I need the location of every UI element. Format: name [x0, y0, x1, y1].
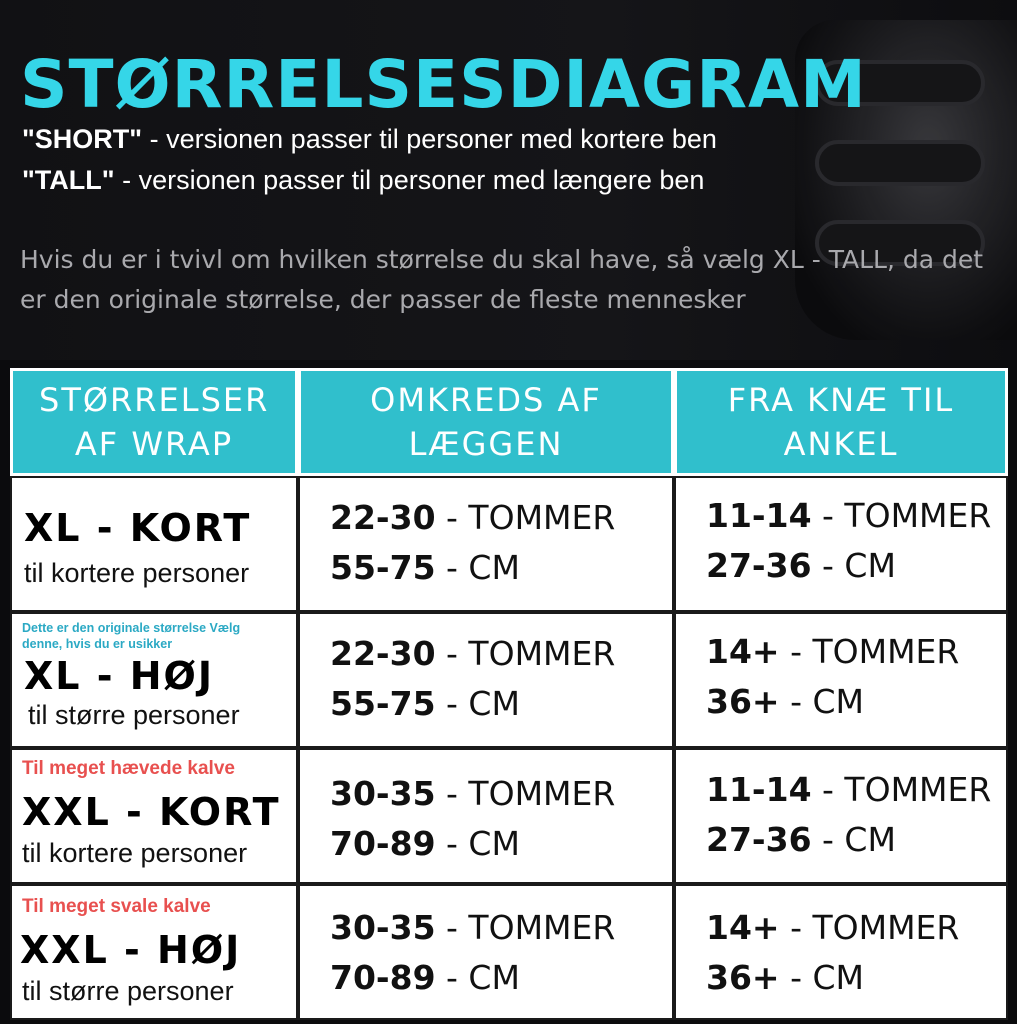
calf-inches [330, 634, 615, 673]
size-label: XL - KORT [24, 506, 252, 550]
intro-text: - versionen passer til personer med kortere ben [142, 124, 717, 154]
knee-inches [706, 496, 991, 535]
intro-key: "SHORT" [22, 124, 143, 154]
calf-cm [330, 958, 520, 997]
header-size [10, 368, 298, 476]
size-tag: Dette er den originale størrelse Vælg denne, hvis du er usikker [22, 621, 241, 651]
measure-value: 36+ [706, 958, 780, 997]
header-label: STØRRELSER AF WRAP [39, 381, 270, 463]
measure-unit: - TOMMER [811, 496, 992, 535]
measure-value: 22-30 [330, 498, 436, 537]
size-cell [10, 612, 298, 748]
calf-cm [330, 684, 520, 723]
size-description: til kortere personer [22, 838, 248, 868]
measure-value: 22-30 [330, 634, 436, 673]
measure-value: 36+ [706, 682, 780, 721]
size-label: XL - HØJ [24, 654, 214, 698]
page-title: STØRRELSESDIAGRAM [20, 46, 867, 123]
knee-cell [674, 476, 1008, 612]
knee-cell [674, 612, 1008, 748]
measure-unit: - TOMMER [435, 774, 616, 813]
measure-unit: - CM [435, 548, 520, 587]
intro-key: "TALL" [22, 165, 115, 195]
measure-unit: - CM [811, 820, 896, 859]
measure-unit: - TOMMER [779, 632, 960, 671]
calf-inches [330, 498, 615, 537]
header-calf-circumference [298, 368, 674, 476]
calf-cell [298, 476, 674, 612]
measure-value: 27-36 [706, 820, 812, 859]
calf-cm [330, 548, 520, 587]
header-label: OMKREDS AF LÆGGEN [370, 381, 602, 463]
size-label: XXL - HØJ [20, 928, 242, 972]
measure-value: 55-75 [330, 548, 436, 587]
knee-inches [706, 632, 959, 671]
size-chart-table [10, 368, 1008, 1020]
size-cell [10, 476, 298, 612]
size-description: til større personer [22, 976, 234, 1006]
measure-unit: - TOMMER [779, 908, 960, 947]
knee-cm [706, 958, 864, 997]
calf-cell [298, 748, 674, 884]
calf-cell [298, 884, 674, 1020]
knee-cell [674, 884, 1008, 1020]
header-knee-to-ankle [674, 368, 1008, 476]
intro-line-short [22, 124, 717, 155]
knee-cm [706, 546, 896, 585]
knee-cm [706, 682, 864, 721]
calf-inches [330, 908, 615, 947]
size-label: XXL - KORT [22, 790, 281, 834]
size-cell [10, 884, 298, 1020]
measure-value: 55-75 [330, 684, 436, 723]
measure-value: 70-89 [330, 824, 436, 863]
size-tag: Til meget hævede kalve [22, 758, 235, 779]
header-label: FRA KNÆ TIL ANKEL [727, 381, 955, 463]
measure-value: 14+ [706, 632, 780, 671]
measure-unit: - CM [779, 958, 864, 997]
measure-unit: - TOMMER [435, 634, 616, 673]
size-description: til kortere personer [24, 558, 250, 588]
size-cell [10, 748, 298, 884]
measure-value: 27-36 [706, 546, 812, 585]
measure-value: 30-35 [330, 774, 436, 813]
measure-unit: - CM [435, 824, 520, 863]
intro-line-tall [22, 165, 704, 196]
measure-value: 70-89 [330, 958, 436, 997]
knee-inches [706, 908, 959, 947]
knee-inches [706, 770, 991, 809]
calf-inches [330, 774, 615, 813]
measure-unit: - CM [779, 682, 864, 721]
calf-cell [298, 612, 674, 748]
size-advice-note: Hvis du er i tvivl om hvilken størrelse du skal have, så vælg XL - TALL, da det er den originale størrelse, der passer de fleste mennesker [20, 245, 984, 314]
measure-unit: - CM [435, 958, 520, 997]
measure-value: 30-35 [330, 908, 436, 947]
measure-unit: - CM [811, 546, 896, 585]
measure-value: 14+ [706, 908, 780, 947]
hero-banner [0, 0, 1017, 360]
measure-unit: - TOMMER [435, 908, 616, 947]
knee-cell [674, 748, 1008, 884]
intro-text: - versionen passer til personer med længere ben [114, 165, 705, 195]
wrap-strap [815, 140, 985, 186]
measure-value: 11-14 [706, 496, 812, 535]
calf-cm [330, 824, 520, 863]
measure-unit: - TOMMER [811, 770, 992, 809]
measure-unit: - TOMMER [435, 498, 616, 537]
measure-value: 11-14 [706, 770, 812, 809]
knee-cm [706, 820, 896, 859]
measure-unit: - CM [435, 684, 520, 723]
size-tag: Til meget svale kalve [22, 896, 211, 917]
size-description: til større personer [28, 700, 240, 730]
